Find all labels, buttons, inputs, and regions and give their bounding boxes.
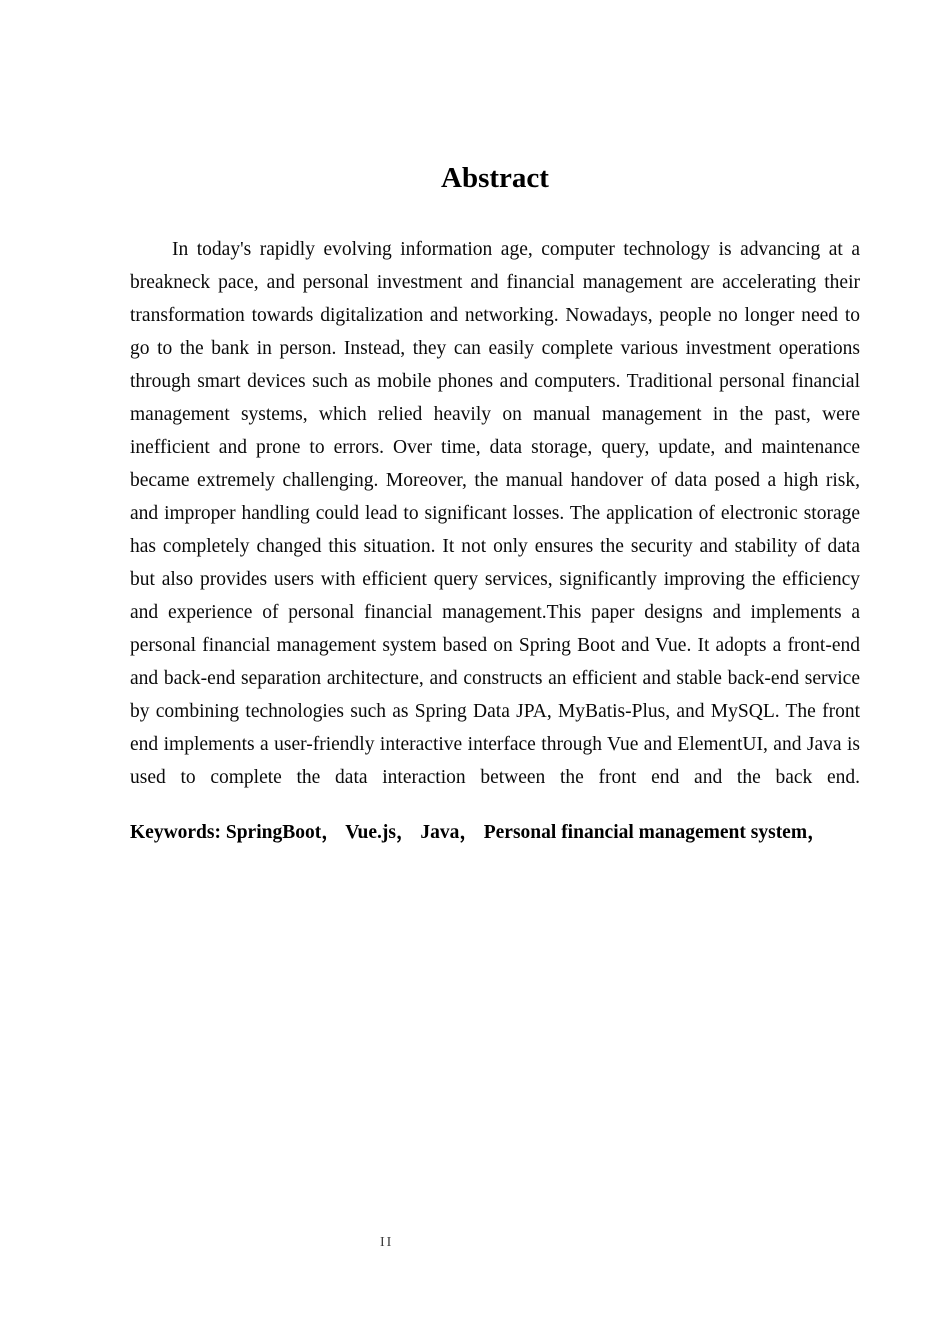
- page-title: Abstract: [441, 162, 549, 194]
- abstract-paragraph: In today's rapidly evolving information age, computer technology is advancing at a breakneck pace, and personal investment and financial management are accelerating their transformation towards digitalization and networking. Nowadays, people no longer need to go to the bank in person. Instead, they can easily complete various investment operations through smart devices such as mobile phones and computers. Traditional personal financial management systems, which relied heavily on manual management in the past, were inefficient and prone to errors. Over time, data storage, query, update, and maintenance became extremely challenging. Moreover, the manual handover of data posed a high risk, and improper handling could lead to significant losses. The application of electronic storage has completely changed this situation. It not only ensures the security and stability of data but also provides users with efficient query services, significantly improving the efficiency and experience of personal financial management.This paper designs and implements a personal financial management system based on Spring Boot and Vue. It adopts a front-end and back-end separation architecture, and constructs an efficient and stable back-end service by combining technologies such as Spring Data JPA, MyBatis-Plus, and MySQL. The front end implements a user-friendly interactive interface through Vue and ElementUI, and Java is used to complete the data interaction between the front end and the back end.: [130, 239, 860, 788]
- text-block: [130, 0, 860, 849]
- keywords-line: Keywords: SpringBoot， Vue.js， Java， Personal financial management system，: [130, 822, 827, 843]
- page-number: II: [380, 1235, 394, 1250]
